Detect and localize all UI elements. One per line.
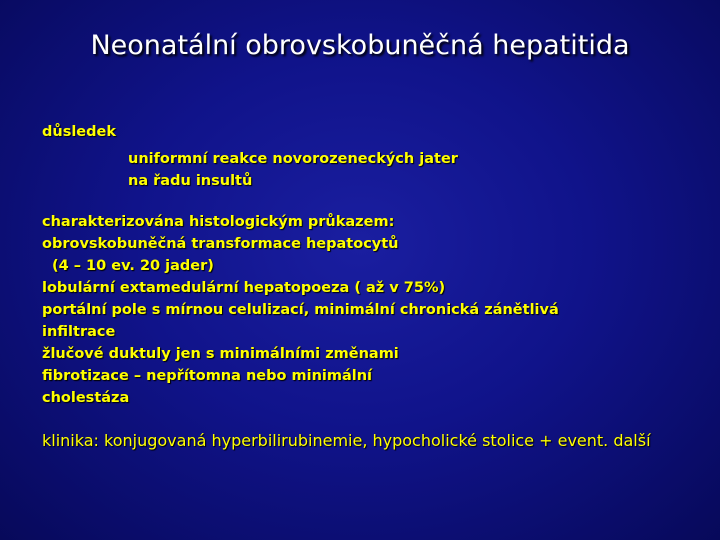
characteristics-line-5: portální pole s mírnou celulizací, minimální chronická zánětlivá [42,302,559,318]
characteristics-line-1: charakterizována histologickým průkazem: [42,214,395,230]
characteristics-line-3: (4 – 10 ev. 20 jader) [52,258,214,274]
consequence-label: důsledek [42,124,116,140]
clinic-line: klinika: konjugovaná hyperbilirubinemie, hypocholické stolice + event. další [42,431,651,450]
characteristics-line-2: obrovskobuněčná transformace hepatocytů [42,236,399,252]
characteristics-line-7: žlučové duktuly jen s minimálními změnami [42,346,399,362]
slide-title: Neonatální obrovskobuněčná hepatitida [90,30,630,61]
characteristics-line-8: fibrotizace – nepřítomna nebo minimální [42,368,373,384]
characteristics-line-6: infiltrace [42,324,116,340]
characteristics-line-9: cholestáza [42,390,130,406]
consequence-line-2: na řadu insultů [128,173,253,189]
consequence-line-1: uniformní reakce novorozeneckých jater [128,151,458,167]
characteristics-line-4: lobulární extamedulární hepatopoeza ( až v 75%) [42,280,446,296]
